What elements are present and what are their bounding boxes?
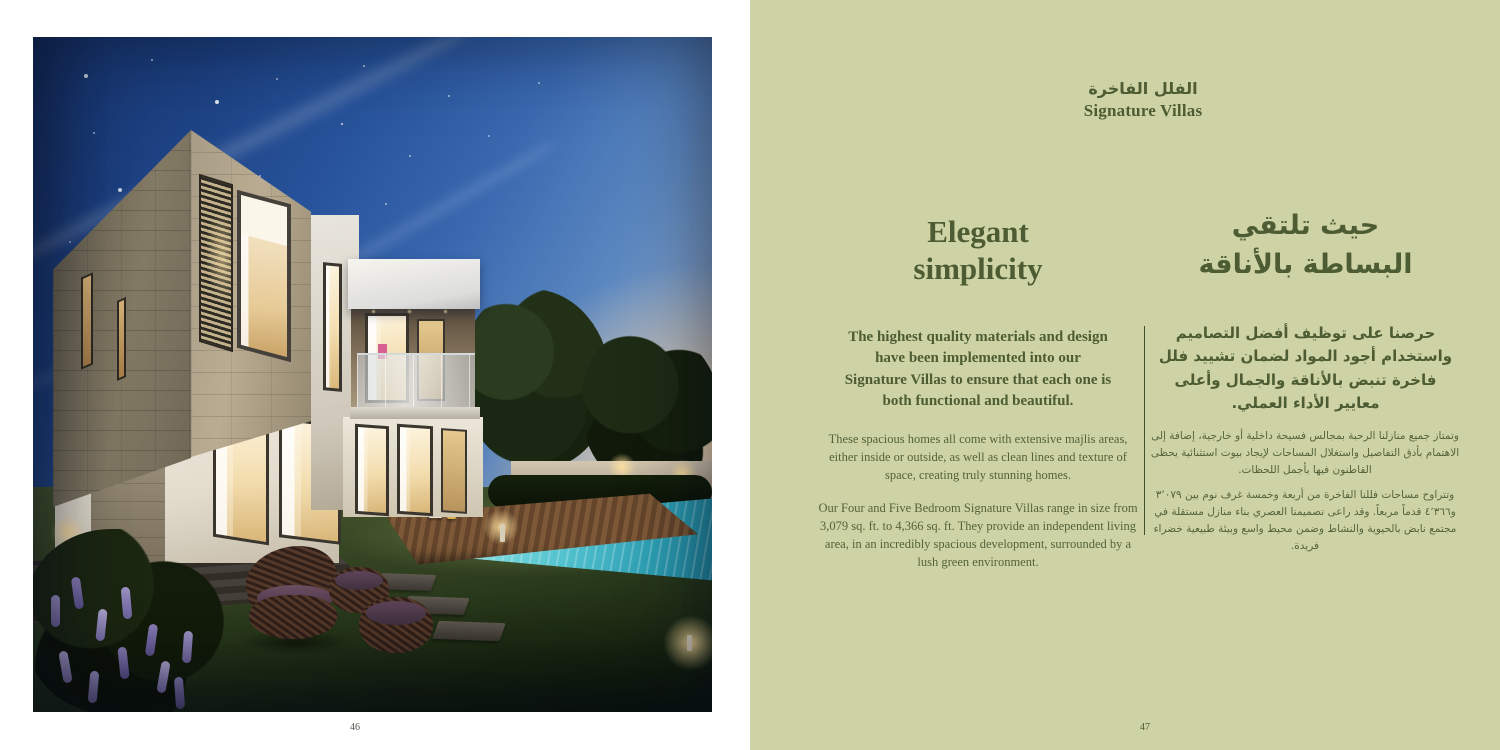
page-number-right: 47 (1140, 722, 1150, 733)
arabic-heading: حيث تلتقي البساطة بالأناقة (1198, 210, 1413, 281)
column-divider (1144, 326, 1145, 535)
section-title-english: Signature Villas (1083, 100, 1203, 120)
english-body (813, 431, 1143, 587)
lit-window (323, 262, 342, 392)
lavender-flower (156, 660, 170, 693)
glass-balustrade (357, 353, 475, 411)
page-right (750, 0, 1500, 750)
wicker-ottoman (359, 597, 433, 653)
lavender-flower (117, 647, 129, 680)
lavender-flower (71, 577, 84, 610)
ottoman-cushion (366, 601, 425, 625)
villa-photo (33, 37, 712, 712)
ceiling-spotlight (443, 309, 448, 314)
stepping-stone (432, 621, 506, 641)
arabic-lead-paragraph: حرصنا على توظيف أفضل التصاميم واستخدام أجود المواد لضمان تشييد فلل فاخرة تنبض بالأناقة والجمال وأعلى معايير الأداء العملي. (1158, 324, 1453, 412)
lit-window (397, 424, 433, 517)
wicker-chair-base (249, 595, 337, 639)
lavender-flower (88, 671, 100, 704)
lavender-flower (182, 631, 193, 664)
path-light-post (687, 635, 692, 651)
slit-window (117, 297, 126, 381)
arabic-body (1150, 428, 1460, 564)
slit-window (81, 272, 93, 369)
page-number-left: 46 (350, 722, 360, 733)
section-title-arabic: الفلل الفاخرة (1088, 79, 1198, 98)
arabic-paragraph: وتتراوح مساحات فللنا الفاخرة من أربعة وخمسة غرف نوم بين ٣٬٠٧٩ و٤٬٣٦٦ قدماً مربعاً. وقد راعى تصميمنا العصري بناء منازل مستقلة في مجتمع نابض بالحيوية والنشاط وضمن محيط واسع وبيئة طبيعية خضراء فريدة. (1153, 489, 1457, 552)
lit-window (355, 424, 389, 516)
lavender-flower (121, 587, 133, 620)
lavender-flower (95, 609, 107, 642)
english-paragraph: Our Four and Five Bedroom Signature Villas range in size from 3,079 sq. ft. to 4,366 sq. ft. They provide an independent living area, in an incredibly spacious development, surrounded by a lush green environment. (818, 501, 1138, 569)
louvered-window (199, 174, 233, 352)
english-heading: Elegant simplicity (913, 214, 1043, 287)
cantilever-volume (348, 259, 480, 309)
dim-window (441, 428, 467, 514)
lavender-flower (145, 624, 158, 657)
ottoman-cushion (335, 571, 383, 590)
ceiling-spotlight (407, 309, 412, 314)
path-light-post (500, 524, 505, 542)
english-lead-paragraph: The highest quality materials and design have been implemented into our Signature Villas to ensure that each one is both functional and beautiful. (844, 329, 1112, 409)
lavender-flower (58, 650, 72, 683)
arabic-paragraph: وتمتاز جميع منازلنا الرحبة بمجالس فسيحة داخلية أو خارجية، إضافة إلى الاهتمام بأدق التفاصيل واستغلال المساحات لإيجاد بيوت استثنائية يحظى القاطنون فيها بأجمل اللحظات. (1150, 430, 1460, 476)
flower-bed (33, 529, 237, 712)
lit-window (237, 190, 291, 362)
section-header (993, 78, 1293, 121)
lavender-flower (174, 677, 185, 710)
stars (33, 37, 35, 39)
ceiling-spotlight (371, 309, 376, 314)
balcony-slab (350, 407, 480, 419)
english-paragraph: These spacious homes all come with extensive majlis areas, either inside or outside, as well as clean lines and texture of space, creating truly stunning homes. (828, 432, 1128, 482)
lavender-flower (51, 595, 60, 627)
